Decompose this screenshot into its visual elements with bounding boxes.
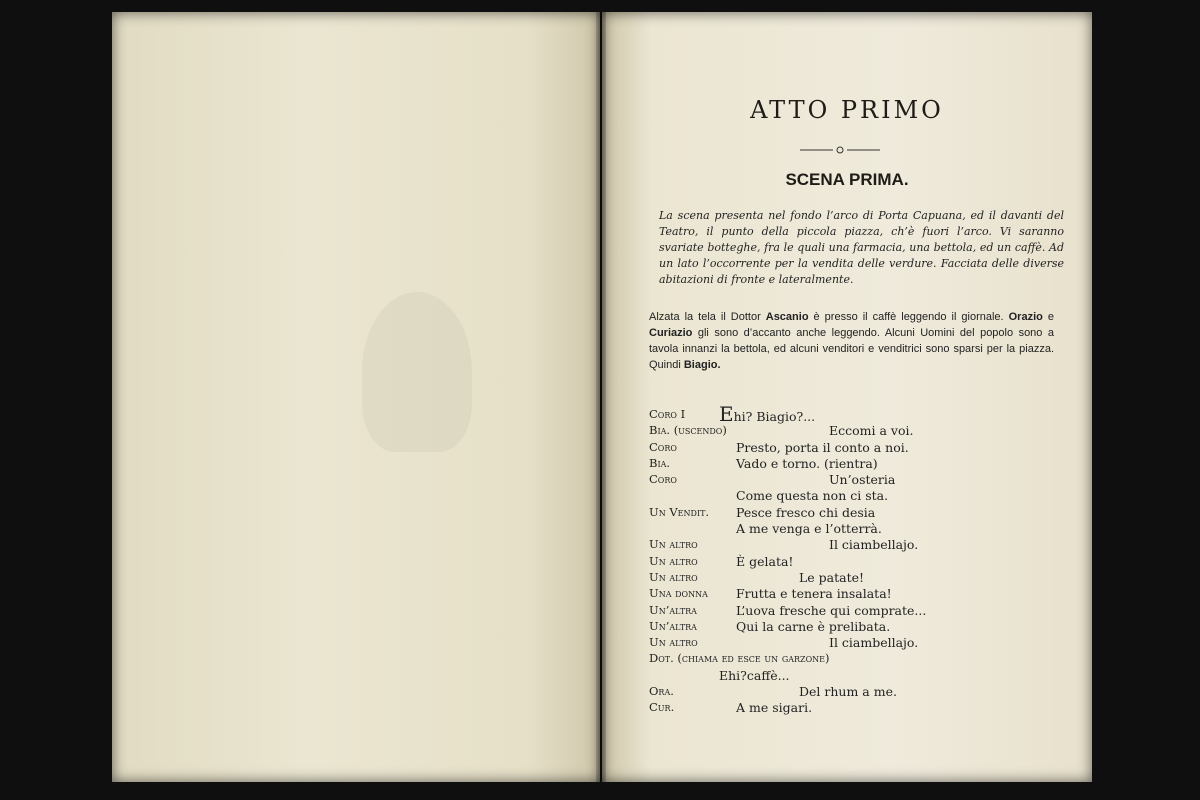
dialogue-line [649, 684, 1069, 700]
ornament-divider [800, 145, 880, 155]
dialogue-line [649, 402, 1069, 426]
speaker-name: Un altro [649, 537, 698, 552]
line-text: Un’osteria [829, 472, 896, 488]
dialogue-line [649, 505, 1069, 521]
line-text: È gelata! [736, 553, 794, 569]
speaker-name: Coro [649, 472, 677, 487]
dialogue-lines [649, 402, 1069, 717]
dialogue-line [649, 521, 1069, 537]
line-text: Qui la carne è prelibata. [736, 618, 891, 634]
dialogue-line [649, 456, 1069, 472]
dialogue-line [649, 635, 1069, 651]
book-gutter [596, 12, 606, 782]
speaker-name: Dot. (chiama ed esce un garzone) [649, 651, 830, 666]
speaker-name: Un altro [649, 635, 698, 650]
dialogue-line [649, 537, 1069, 553]
left-page [112, 12, 600, 782]
line-text-rest: hi? Biagio?... [733, 409, 816, 424]
dialogue-line [649, 423, 1069, 439]
speaker-name: Un altro [649, 553, 698, 568]
dialogue-line [649, 488, 1069, 504]
speaker-name: Ora. [649, 684, 674, 699]
drop-initial: E [719, 402, 734, 426]
line-text: Presto, porta il conto a noi. [736, 439, 909, 455]
stage-action: Alzata la tela il Dottor Ascanio è presso il caffè leggendo il giornale. Orazio e Curiazio gli sono d’accanto anche leggendo. Alcuni Uomini del popolo sono a tavola innanzi la bettola, ed alcuni venditori e venditrici sono sparsi per la piazza. Quindi Biagio. [649, 311, 1054, 371]
dialogue-line [649, 554, 1069, 570]
speaker-name: Coro [649, 439, 677, 454]
dialogue-line [649, 619, 1069, 635]
act-title: ATTO PRIMO [750, 96, 944, 124]
speaker-name: Un Vendit. [649, 504, 710, 519]
bleed-through-mark [362, 292, 472, 452]
right-page [602, 12, 1092, 782]
dialogue-line [649, 570, 1069, 586]
speaker-name: Una donna [649, 586, 708, 601]
line-text: Pesce fresco chi desia [736, 504, 876, 520]
speaker-name: Un’altra [649, 602, 697, 617]
line-text: Il ciambellajo. [829, 537, 919, 553]
line-text: L’uova fresche qui comprate... [736, 602, 927, 618]
line-text: Le patate! [799, 569, 865, 585]
line-text: Eccomi a voi. [829, 423, 914, 439]
dialogue-line [649, 586, 1069, 602]
speaker-name: Cur. [649, 700, 675, 715]
line-text: A me venga e l’otterrà. [736, 521, 882, 537]
line-text: Come questa non ci sta. [736, 488, 889, 504]
scene-heading: SCENA PRIMA. [785, 170, 909, 189]
dialogue-line [649, 472, 1069, 488]
speaker-name: Bia. (uscendo) [649, 423, 727, 438]
stage-description: La scena presenta nel fondo l’arco di Porta Capuana, ed il davanti del Teatro, il punto della piccola piazza, ch’è fuori l’arco. Vi saranno svariate botteghe, fra le quali una farmacia, una bettola, ed un caffè. Ad un lato l’occorrente per la vendita delle verdure. Facciata delle diverse abitazioni di fronte e lateralmente. [659, 209, 1064, 286]
speaker-name: Un’altra [649, 618, 697, 633]
speaker-name: Coro I [649, 407, 686, 421]
line-text: Vado e torno. (rientra) [736, 455, 878, 471]
speaker-name: Bia. [649, 455, 671, 470]
line-text: Frutta e tenera insalata! [736, 586, 892, 602]
dialogue-line [649, 440, 1069, 456]
dialogue-line [649, 700, 1069, 716]
dialogue-line [649, 603, 1069, 619]
dialogue-line [649, 668, 1069, 684]
speaker-name: Un altro [649, 569, 698, 584]
line-text: Del rhum a me. [799, 684, 897, 700]
line-text: A me sigari. [736, 700, 813, 716]
line-text: Il ciambellajo. [829, 635, 919, 651]
dialogue-line [649, 651, 1069, 667]
line-text [719, 402, 816, 426]
open-book [112, 12, 1092, 782]
line-text: Ehi?caffè... [719, 667, 790, 683]
